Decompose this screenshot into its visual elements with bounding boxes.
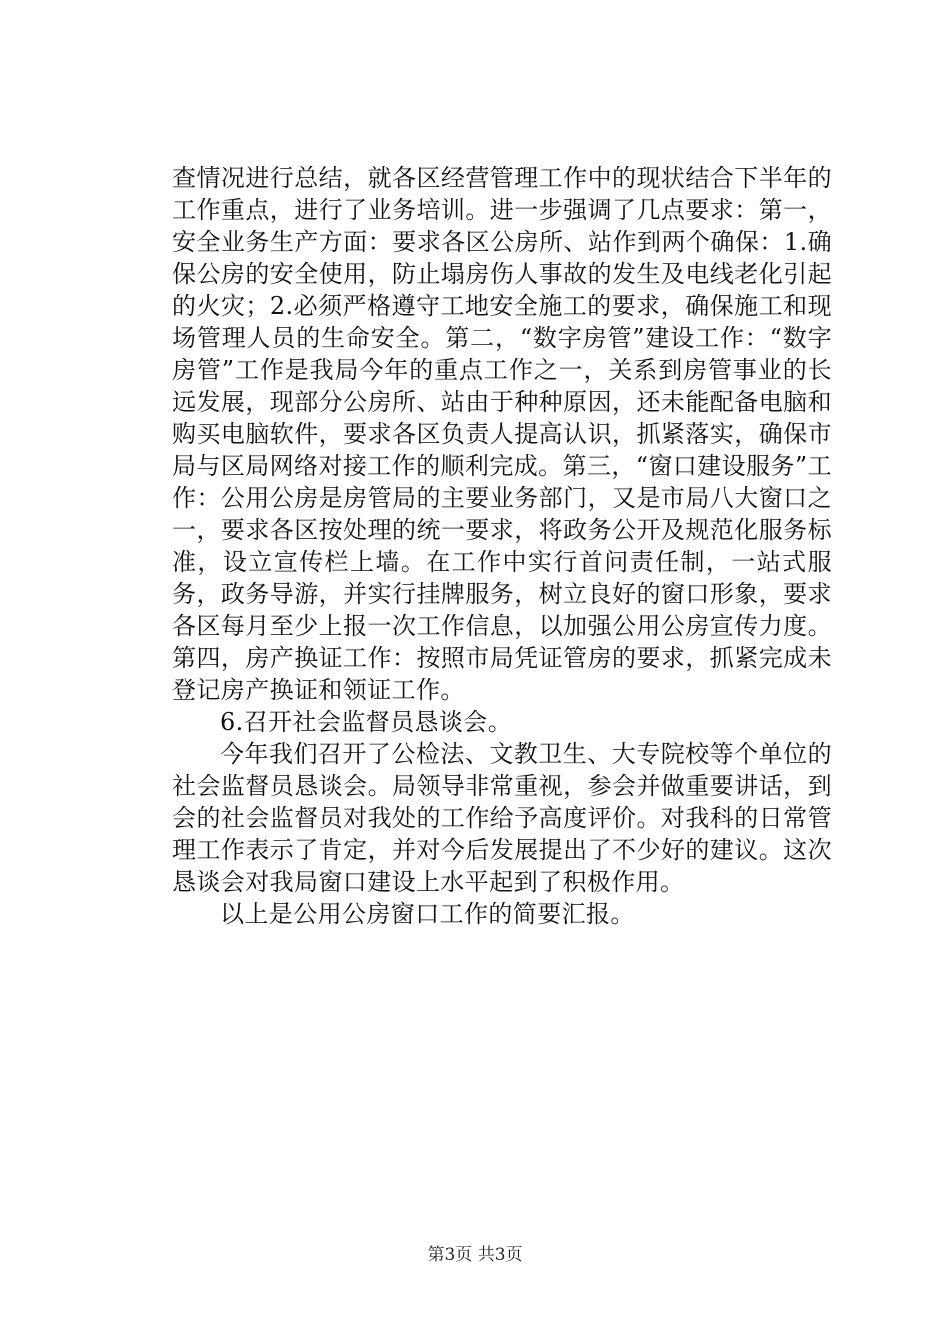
paragraph-closing: 以上是公用公房窗口工作的简要汇报。 [220,900,635,928]
document-body [172,162,832,930]
section-heading-6: 6.召开社会监督员恳谈会。 [220,708,513,736]
paragraph-continued-summary: 查情况进行总结，就各区经营管理工作中的现状结合下半年的工作重点，进行了业务培训。进一步强调了几点要求：第一，安全业务生产方面：要求各区公房所、站作到两个确保：1.确保公房的安全使用，防止塌房伤人事故的发生及电线老化引起的火灾；2.必须严格遵守工地安全施工的要求，确保施工和现场管理人员的生命安全。第二，“数字房管”建设工作：“数字房管”工作是我局今年的重点工作之一，关系到房管事业的长远发展，现部分公房所、站由于种种原因，还未能配备电脑和购买电脑软件，要求各区负责人提高认识，抓紧落实，确保市局与区局网络对接工作的顺利完成。第三，“窗口建设服务”工作：公用公房是房管局的主要业务部门，又是市局八大窗口之一，要求各区按处理的统一要求，将政务公开及规范化服务标准，设立宣传栏上墙。在工作中实行首问责任制，一站式服务，政务导游，并实行挂牌服务，树立良好的窗口形象，要求各区每月至少上报一次工作信息，以加强公用公房宣传力度。第四，房产换证工作：按照市局凭证管房的要求，抓紧完成未登记房产换证和领证工作。 [172,164,832,704]
paragraph-supervisor-meeting: 今年我们召开了公检法、文教卫生、大专院校等个单位的社会监督员恳谈会。局领导非常重视，参会并做重要讲话，到会的社会监督员对我处的工作给予高度评价。对我科的日常管理工作表示了肯定，并对今后发展提出了不少好的建议。这次恳谈会对我局窗口建设上水平起到了积极作用。 [172,740,832,896]
page-footer: 第3页 共3页 [427,1245,523,1265]
